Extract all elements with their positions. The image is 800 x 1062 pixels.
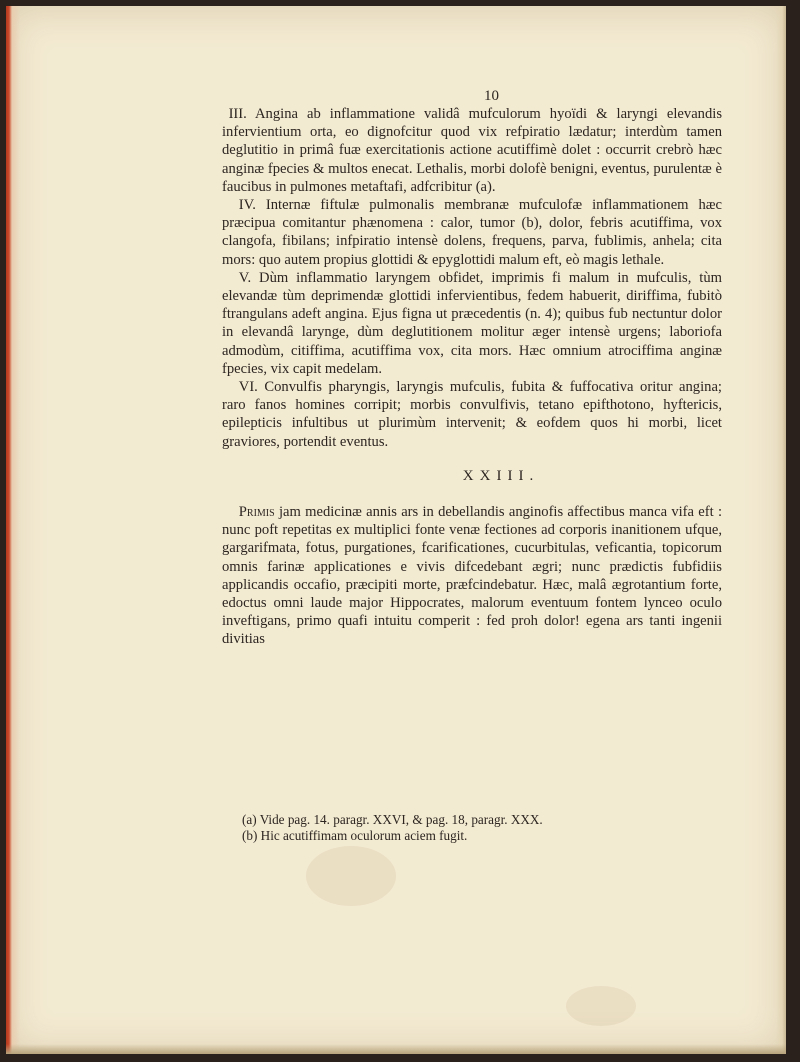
main-text — [222, 105, 722, 649]
footnote-a: (a) Vide pag. 14. paragr. XXVI, & pag. 18, paragr. XXX. — [242, 812, 543, 827]
footnotes — [242, 812, 722, 844]
paragraph-iv: IV. Internæ fiftulæ pulmonalis membranæ mufculofæ inflammationem hæc præcipua comitantur phænomena : calor, tumor (b), dolor, febris acutiffima, vox clangofa, fibilans; infpiratio intensè dolens, frequens, parva, fublimis, anhela; cita mors: quo autem propius glottidi & epyglottidi malum eft, eò magis lethale. — [222, 197, 722, 268]
paper-stain — [566, 986, 636, 1026]
page-number: 10 — [484, 88, 499, 104]
section-heading: XXIII. — [462, 467, 540, 484]
section-lead-word: Primis — [238, 504, 275, 521]
paragraph-v: V. Dùm inflammatio laryngem obfidet, imprimis fi malum in mufculis, tùm elevandæ tùm deprimendæ glottidi infervientibus, fedem habuerit, diriffima, fubitò ftrangulans adeft angina. Ejus figna ut præcedentis (n. 4); quibus fub nectuntur dolor in elevandâ larynge, dùm deglutitionem molitur æger intensè urgens; laboriofa admodùm, citiffima, acutiffima vox, cita mors. Hæc omnium atrociffima anginæ fpecies, vix capit medelam. — [222, 269, 722, 377]
paper-stain — [306, 846, 396, 906]
section-paragraph-text: jam medicinæ annis ars in debellandis anginofis affectibus manca vifa eft : nunc poft repetitas ex multiplici fonte venæ fectiones ad corporis inanitionem ufque, gargarifmata, fotus, purgationes, fcarificationes, cucurbitulas, veficantia, topicorum omnis farinæ applicationes e vivis difcedebant ægri; nunc prædictis fubfidiis applicandis occafio, præcipiti morte, præfcindebatur. Hæc, malâ ægrotantium forte, edoctus omni laude major Hippocrates, malorum eventuum fontem lynceo oculo inveftigans, primo quafi intuitu comperit : fed proh dolor! egena ars tanti ingenii divitias — [222, 504, 722, 648]
book-page — [6, 6, 786, 1054]
paragraph-iii: III. Angina ab inflammatione validâ mufculorum hyoïdi & laryngi elevandis infervientium orta, eo dignofcitur quod vix refpiratio lædatur; interdùm tamen deglutitio in primâ fuæ exercitationis actione acutiffimè dolet : occurrit crebrò hæc anginæ fpecies & multos enecat. Lethalis, morbi dolofè benigni, eventus, purulentæ è faucibus in pulmones metaftafi, adfcribitur (a). — [222, 106, 722, 195]
section-paragraph — [222, 503, 722, 649]
page-left-edge — [6, 6, 20, 1054]
page-bottom-edge — [6, 1044, 786, 1054]
paragraph-vi: VI. Convulfis pharyngis, laryngis mufculis, fubita & fuffocativa oritur angina; raro fanos homines corripit; morbis convulfivis, tetano epifthotono, hyftericis, epilepticis infultibus ut plurimùm intervenit; & eofdem quos hi morbi, licet graviores, portendit eventus. — [222, 379, 722, 450]
footnote-b: (b) Hic acutiffimam oculorum aciem fugit. — [242, 828, 468, 843]
page-right-edge — [776, 6, 786, 1054]
